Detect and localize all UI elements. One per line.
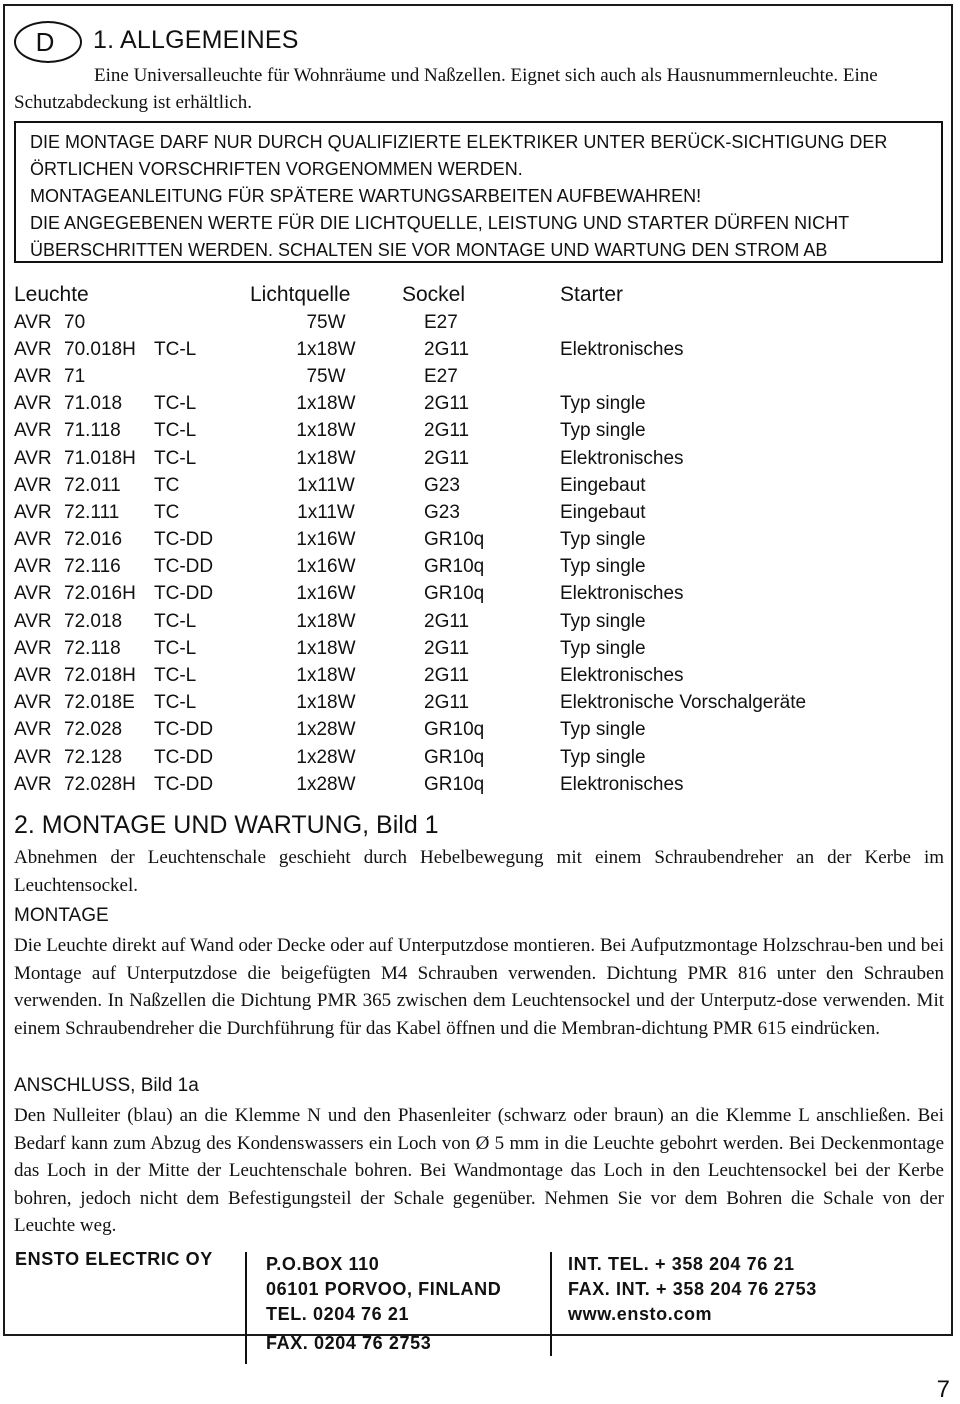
cell-lamp-type: TC-L (154, 692, 197, 714)
cell-model: 72.111 (64, 501, 120, 523)
footer-company: ENSTO ELECTRIC OY (15, 1249, 213, 1269)
montage-paragraph: Die Leuchte direkt auf Wand oder Decke oder auf Unterputzdose montieren. Bei Aufputzmontage Holzschrau-ben und bei Montage auf Unterputzdose die beigefügten M4 Schrauben verwenden. Dichtung PMR 816 unter den Schrauben verwenden. In Naßzellen die Dichtung PMR 365 zwischen dem Leuchtensockel und der Unterputz-dose verwenden. Mit einem Schraubendreher die Durchführung für das Kabel öffnen und die Membran-dichtung PMR 615 eindrücken. (14, 935, 944, 1039)
cell-socket: 2G11 (424, 447, 470, 469)
cell-power: 1x16W (296, 556, 356, 578)
cell-model: 72.118 (64, 637, 121, 659)
cell-series: AVR (14, 529, 52, 551)
cell-socket: E27 (424, 311, 458, 333)
section-1-title: 1. ALLGEMEINES (93, 26, 299, 54)
cell-model: 72.028H (64, 773, 136, 795)
cell-series: AVR (14, 474, 52, 496)
cell-socket: 2G11 (424, 338, 470, 360)
table-row (14, 391, 806, 418)
cell-starter: Eingebaut (560, 501, 646, 523)
footer-address-line: 06101 PORVOO, FINLAND (266, 1279, 502, 1299)
warning-line: DIE ANGEGEBENEN WERTE FÜR DIE LICHTQUELLE, LEISTUNG UND STARTER DÜRFEN NICHT (30, 213, 850, 233)
cell-model: 72.018H (64, 665, 136, 687)
cell-series: AVR (14, 311, 52, 333)
cell-power: 1x18W (296, 338, 356, 360)
table-header-row (14, 281, 806, 309)
cell-socket: 2G11 (424, 610, 470, 632)
cell-lamp-type: TC-L (154, 637, 197, 659)
cell-model: 72.128 (64, 746, 123, 768)
cell-socket: 2G11 (424, 637, 470, 659)
luminaire-spec-table (14, 281, 806, 798)
cell-power: 75W (306, 311, 346, 333)
cell-lamp-type: TC-L (154, 447, 197, 469)
table-row (14, 363, 806, 390)
table-row (14, 554, 806, 581)
table-row (14, 309, 806, 336)
cell-starter: Eingebaut (560, 474, 646, 496)
cell-lamp-type: TC-L (154, 338, 197, 360)
page-number: 7 (936, 1376, 950, 1403)
cell-starter: Elektronische Vorschalgeräte (560, 692, 807, 714)
cell-lamp-type (154, 309, 250, 336)
cell-socket: 2G11 (424, 692, 470, 714)
cell-lamp-type: TC (154, 474, 180, 496)
footer-divider (550, 1252, 552, 1356)
cell-lamp-type: TC-DD (154, 529, 214, 551)
cell-socket: GR10q (424, 719, 485, 741)
cell-model: 70.018H (64, 338, 136, 360)
table-row (14, 635, 806, 662)
cell-starter: Elektronisches (560, 338, 684, 360)
table-row (14, 418, 806, 445)
cell-lamp-type (154, 363, 250, 390)
column-header-leuchte: Leuchte (14, 283, 89, 306)
cell-power: 1x18W (296, 610, 356, 632)
table-row (14, 445, 806, 472)
cell-starter: Typ single (560, 719, 646, 741)
cell-series: AVR (14, 420, 52, 442)
section-2-intro: Abnehmen der Leuchtenschale geschieht durch Hebelbewegung mit einem Schraubendreher an der Kerbe im Leuchtensockel. (14, 847, 944, 896)
cell-model: 70 (64, 311, 86, 333)
cell-socket: 2G11 (424, 420, 470, 442)
cell-lamp-type: TC-DD (154, 719, 214, 741)
column-header-lichtquelle: Lichtquelle (250, 283, 351, 306)
footer-divider (245, 1252, 247, 1364)
cell-power: 1x28W (296, 719, 356, 741)
cell-series: AVR (14, 501, 52, 523)
table-row (14, 771, 806, 798)
cell-model: 72.016 (64, 529, 123, 551)
table-row (14, 472, 806, 499)
anschluss-heading: ANSCHLUSS, Bild 1a (14, 1075, 199, 1096)
cell-model: 72.018E (64, 692, 135, 714)
cell-starter: Typ single (560, 746, 646, 768)
cell-series: AVR (14, 556, 52, 578)
cell-starter: Typ single (560, 420, 646, 442)
cell-socket: G23 (424, 474, 460, 496)
section-2-title: 2. MONTAGE UND WARTUNG, Bild 1 (14, 811, 439, 839)
language-badge: D (14, 21, 82, 63)
cell-socket: G23 (424, 501, 460, 523)
cell-series: AVR (14, 665, 52, 687)
table-row (14, 744, 806, 771)
cell-socket: E27 (424, 365, 458, 387)
cell-series: AVR (14, 338, 52, 360)
table-row (14, 336, 806, 363)
footer-website: www.ensto.com (568, 1304, 713, 1324)
cell-series: AVR (14, 583, 52, 605)
cell-starter: Elektronisches (560, 583, 684, 605)
cell-starter (560, 363, 806, 390)
cell-model: 71.018H (64, 447, 136, 469)
cell-socket: 2G11 (424, 665, 470, 687)
cell-model: 72.116 (64, 556, 121, 578)
cell-series: AVR (14, 393, 52, 415)
cell-series: AVR (14, 637, 52, 659)
cell-starter: Typ single (560, 610, 646, 632)
cell-model: 71.018 (64, 393, 123, 415)
cell-power: 1x11W (297, 474, 355, 496)
cell-model: 71.118 (64, 420, 121, 442)
cell-power: 1x11W (297, 501, 355, 523)
cell-power: 1x18W (296, 637, 356, 659)
cell-starter: Typ single (560, 637, 646, 659)
cell-lamp-type: TC-L (154, 665, 197, 687)
cell-series: AVR (14, 773, 52, 795)
column-header-sockel: Sockel (402, 283, 466, 306)
warning-line: ÖRTLICHEN VORSCHRIFTEN VORGENOMMEN WERDEN. (30, 159, 523, 179)
montage-heading: MONTAGE (14, 905, 109, 926)
cell-lamp-type: TC-L (154, 610, 197, 632)
cell-model: 72.018 (64, 610, 123, 632)
table-row (14, 717, 806, 744)
cell-socket: 2G11 (424, 393, 470, 415)
cell-series: AVR (14, 365, 52, 387)
cell-power: 1x18W (296, 447, 356, 469)
cell-starter: Typ single (560, 556, 646, 578)
cell-starter: Elektronisches (560, 665, 684, 687)
cell-socket: GR10q (424, 529, 485, 551)
footer-address-line: FAX. 0204 76 2753 (266, 1333, 432, 1353)
cell-power: 1x28W (296, 773, 356, 795)
table-body (14, 309, 806, 798)
warning-line: DIE MONTAGE DARF NUR DURCH QUALIFIZIERTE ELEKTRIKER UNTER BERÜCK-SICHTIGUNG DER (30, 132, 888, 152)
table-row (14, 581, 806, 608)
table-row (14, 662, 806, 689)
cell-series: AVR (14, 746, 52, 768)
cell-series: AVR (14, 692, 52, 714)
cell-power: 1x18W (296, 692, 356, 714)
warning-line: ÜBERSCHRITTEN WERDEN. SCHALTEN SIE VOR MONTAGE UND WARTUNG DEN STROM AB (30, 240, 828, 260)
cell-power: 1x16W (296, 529, 356, 551)
cell-series: AVR (14, 447, 52, 469)
cell-starter: Elektronisches (560, 447, 684, 469)
footer-intl-line: INT. TEL. + 358 204 76 21 (568, 1254, 795, 1274)
cell-lamp-type: TC-DD (154, 773, 214, 795)
safety-warning-box (14, 121, 943, 263)
footer-address-line: P.O.BOX 110 (266, 1254, 380, 1274)
cell-socket: GR10q (424, 583, 485, 605)
cell-power: 1x16W (296, 583, 356, 605)
table-row (14, 499, 806, 526)
cell-series: AVR (14, 610, 52, 632)
footer-international (568, 1252, 817, 1327)
table-row (14, 608, 806, 635)
intro-paragraph: Eine Universalleuchte für Wohnräume und Naßzellen. Eignet sich auch als Hausnummernleuchte. Eine Schutzabdeckung ist erhältlich. (14, 65, 878, 113)
cell-power: 1x18W (296, 665, 356, 687)
footer-intl-line: FAX. INT. + 358 204 76 2753 (568, 1279, 817, 1299)
cell-socket: GR10q (424, 556, 485, 578)
anschluss-paragraph: Den Nulleiter (blau) an die Klemme N und den Phasenleiter (schwarz oder braun) an die Klemme L anschließen. Bei Bedarf kann zum Abzug des Kondenswassers ein Loch von Ø 5 mm in die Leuchte gebohrt werden. Bei Deckenmontage das Loch in der Mitte der Leuchtenschale bohren. Bei Wandmontage das Loch in den Leuchtensockel bei der Kerbe bohren, jedoch nicht dem Befestigungsteil der Schale gegenüber. Nehmen Sie vor dem Bohren die Schale von der Leuchte weg. (14, 1105, 944, 1236)
cell-starter: Typ single (560, 529, 646, 551)
cell-socket: GR10q (424, 773, 485, 795)
cell-lamp-type: TC-L (154, 420, 197, 442)
cell-socket: GR10q (424, 746, 485, 768)
warning-line: MONTAGEANLEITUNG FÜR SPÄTERE WARTUNGSARBEITEN AUFBEWAHREN! (30, 186, 702, 206)
cell-series: AVR (14, 719, 52, 741)
cell-model: 71 (64, 365, 86, 387)
cell-starter (560, 309, 806, 336)
cell-lamp-type: TC-L (154, 393, 197, 415)
footer-address (266, 1252, 501, 1356)
cell-starter: Typ single (560, 393, 646, 415)
cell-lamp-type: TC-DD (154, 556, 214, 578)
cell-lamp-type: TC (154, 501, 180, 523)
cell-model: 72.028 (64, 719, 123, 741)
table-row (14, 690, 806, 717)
column-header-starter: Starter (560, 283, 624, 306)
cell-starter: Elektronisches (560, 773, 684, 795)
cell-lamp-type: TC-DD (154, 746, 214, 768)
cell-power: 1x18W (296, 420, 356, 442)
table-row (14, 527, 806, 554)
cell-power: 75W (306, 365, 346, 387)
footer-address-line: TEL. 0204 76 21 (266, 1304, 410, 1324)
cell-power: 1x28W (296, 746, 356, 768)
cell-power: 1x18W (296, 393, 356, 415)
cell-model: 72.016H (64, 583, 136, 605)
cell-model: 72.011 (64, 474, 121, 496)
cell-lamp-type: TC-DD (154, 583, 214, 605)
